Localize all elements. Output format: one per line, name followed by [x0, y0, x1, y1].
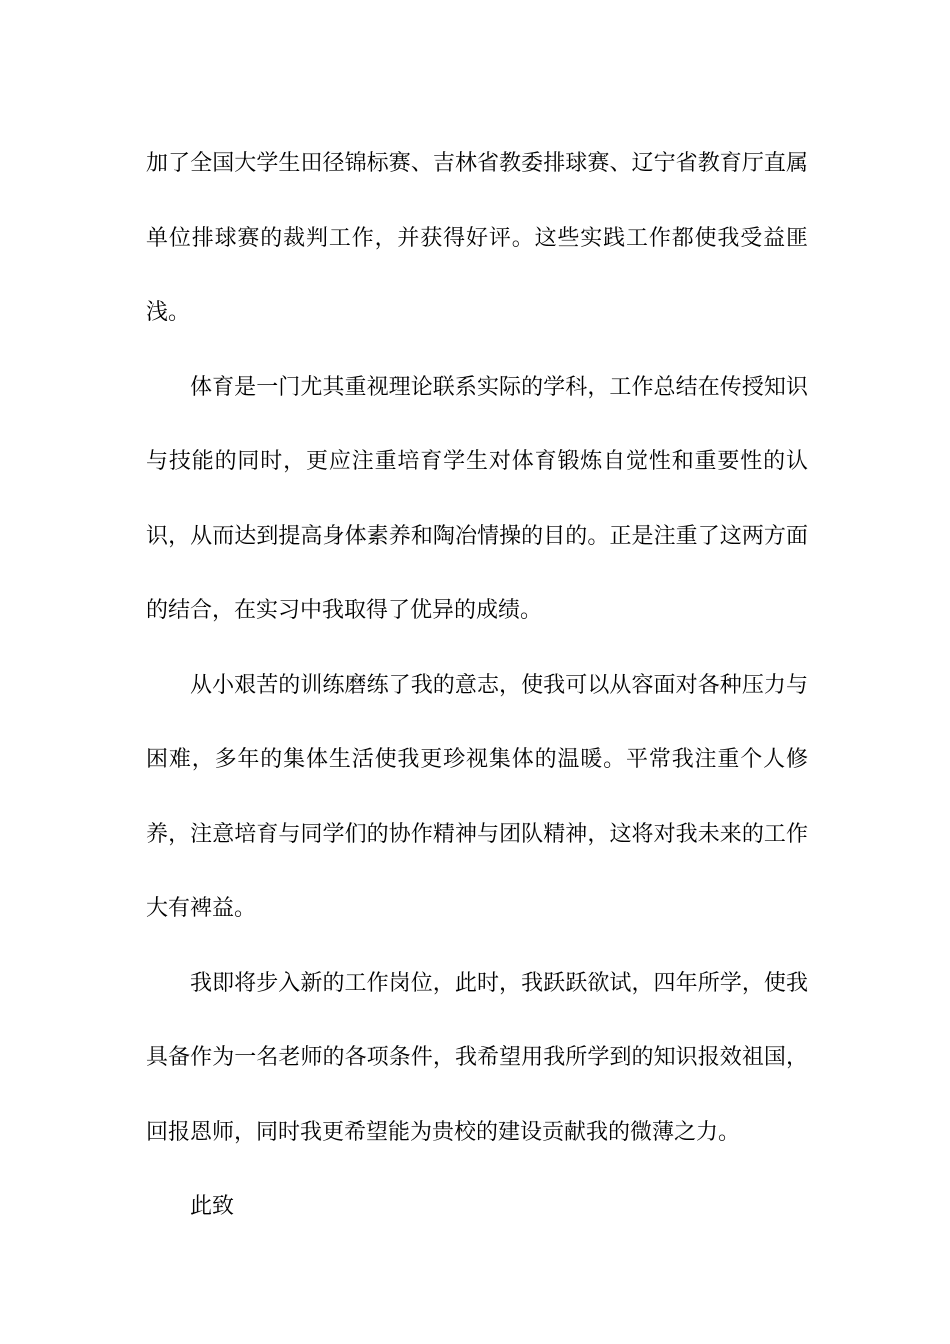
closing-salutation: 此致 [190, 1194, 235, 1219]
paragraph-teaching-practice: 体育是一门尤其重视理论联系实际的学科，工作总结在传授知识与技能的同时，更应注重培育学生对体育锻炼自觉性和重要性的认识，从而达到提高身体素养和陶冶情操的目的。正是注重了这两方面的结合，在实习中我取得了优异的成绩。 [146, 374, 808, 623]
paragraph-aspiration: 我即将步入新的工作岗位，此时，我跃跃欲试，四年所学，使我具备作为一名老师的各项条件，我希望用我所学到的知识报效祖国，回报恩师，同时我更希望能为贵校的建设贡献我的微薄之力。 [146, 970, 808, 1145]
paragraph-continuation: 加了全国大学生田径锦标赛、吉林省教委排球赛、辽宁省教育厅直属单位排球赛的裁判工作，并获得好评。这些实践工作都使我受益匪浅。 [146, 151, 808, 325]
paragraph-personal-qualities: 从小艰苦的训练磨练了我的意志，使我可以从容面对各种压力与困难，多年的集体生活使我更珍视集体的温暖。平常我注重个人修养，注意培育与同学们的协作精神与团队精神，这将对我未来的工作大有裨益。 [146, 672, 808, 921]
letter-body [146, 127, 808, 1245]
